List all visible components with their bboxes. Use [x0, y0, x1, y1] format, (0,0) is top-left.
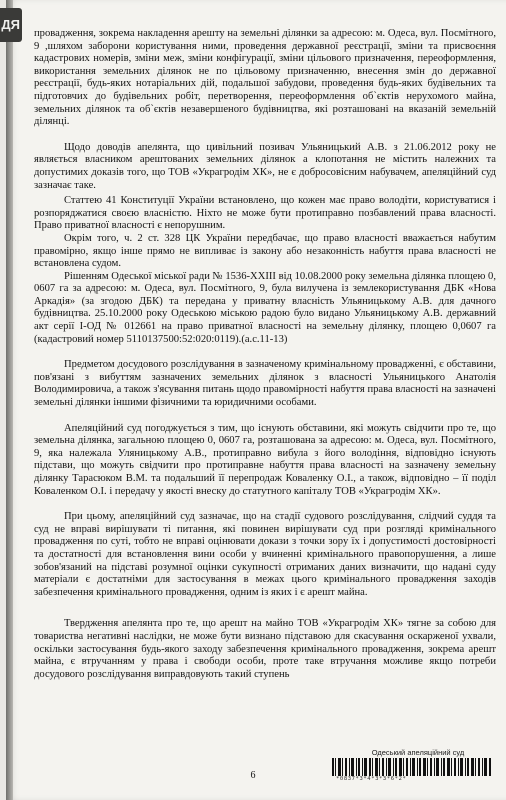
paragraph-negative-consequences: Твердження апелянта про те, що арешт на майно ТОВ «Украгродім ХК» тягне за собою для товариства негативні наслідки, не може бути визнано підставою для скасування оскарженої ухвали, оскільки застосування будь-якого заходу забезпечення кримінального провадження, зокрема арешт майна, є втручанням у права і свободи особи, проте таке втручання можливе якщо потреби досудового розслідування виправдовують такий ступень	[34, 618, 496, 680]
page-edge-shadow	[6, 0, 13, 800]
binder-tab-mark: ДЯ	[0, 8, 22, 42]
document-page	[6, 0, 506, 800]
court-barcode-stamp	[330, 748, 500, 794]
document-body	[34, 28, 496, 681]
paragraph-court-agrees: Апеляційний суд погоджується з тим, що існують обставини, які можуть свідчити про те, що земельна ділянка, загальною площею 0, 0607 га, розташована за адресою: м. Одеса, вул. Посмітного, 9, яка належала Уляницькому А.В., протиправно вибула з його володіння, відповідно існують підстави, що можуть свідчити про протиправне набуття права власності на зазначену земельну ділянку Тарасюком В.М. та подальший її перепродаж Коваленку О.І., а також, відповідно – її поділ Коваленком О.І. і передачу у якості внеску до статутного капіталу ТОВ «Украгродім ХК».	[34, 422, 496, 497]
paragraph-constitution: Статтею 41 Конституції України встановлено, що кожен має право володіти, користуватися і розпоряджатися своєю власністю. Ніхто не може бути протиправно позбавлений права власності. Право приватної власності є непорушним.	[34, 195, 496, 232]
stamp-court-name: Одеський апеляційний суд	[371, 748, 465, 757]
barcode-number: *0837*3*4*3*3*6*2*	[336, 776, 407, 782]
paragraph-civil-code: Окрім того, ч. 2 ст. 328 ЦК України передбачає, що право власності вважається набутим правомірно, якщо інше прямо не випливає із закону або незаконність набуття права власності не встановлена судом.	[34, 232, 496, 270]
paragraph-appellant-arguments: Щодо доводів апелянта, що цивільний позивач Ульяницький А.В. з 21.06.2012 року не являється власником арештованих земельних ділянок а клопотання не містить належних та допустимих доказів того, що ТОВ «Украгродім ХК», не є добросовісним набувачем, апеляційний суд зазначає таке.	[34, 141, 496, 191]
paragraph-investigation-subject: Предметом досудового розслідування в зазначеному кримінальному провадженні, є обставини, пов'язані з вибуттям зазначених земельних ділянок з власності Ульяницького Анатолія Володимировича, а також з'ясування питань щодо правомірності набуття права власності на зазначені земельні ділянки іншими фізичними та юридичними особами.	[34, 359, 496, 409]
barcode-icon	[330, 758, 494, 776]
paragraph-court-scope: При цьому, апеляційний суд зазначає, що на стадії судового розслідування, слідчий суддя та суд не вправі вирішувати ті питання, які повинен вирішувати суд при розгляді кримінального провадження по суті, тобто не вправі оцінювати докази з точки зору їх і допустимості достовірності та достатності для встановлення вини особи у вчиненні кримінального правопорушення, а лише зобов'язаний на підставі розумної оцінки сукупності отриманих даних визначити, що надані суду матеріали є достатніми для застосування в межах цього кримінального провадження заходів забезпечення кримінального провадження, одним із яких і є арешт майна.	[34, 511, 496, 598]
paragraph-council-decision: Рішенням Одеської міської ради № 1536-ХХІІІ від 10.08.2000 року земельна ділянка площею 0, 0607 га за адресою: м. Одеса, вул. Посмітного, 9, була вилучена із землекористування ДБК «Нова Аркадія» (за згодою ДБК) та передана у приватну власність Ульяницькому А.В. для дачного будівництва. 25.10.2000 року Одеською міською радою було видано Ульяницькому А.В. державний акт серії І-ОД № 012661 на право приватної власності на земельну ділянку, площею 0,0607 га (кадастровий номер 5110137500:52:020:0119).(а.с.11-13)	[34, 270, 496, 345]
paragraph-arrest-scope: провадження, зокрема накладення арешту на земельні ділянки за адресою: м. Одеса, вул. Посмітного, 9 ,шляхом заборони користування ними, проведення державної реєстрації, зміни та присвоєння кадастрових номерів, зміни меж, зміни конфігурації, зміни цільового призначення, переоформлення, використання земельних ділянок не по цільовому призначенню, внесення змін до державної реєстрації, будь-яких нотаріальних дій, подальшої забудови, проведення будь-яких будівельних та підготовчих до будівельних робіт, перетворення, переоформлення об`єктів нерухомого майна, земельних ділянок та об`єктів незавершеного будівництва, які розташовані на вказаній земельній ділянці.	[34, 28, 496, 128]
page-number: 6	[250, 770, 256, 781]
